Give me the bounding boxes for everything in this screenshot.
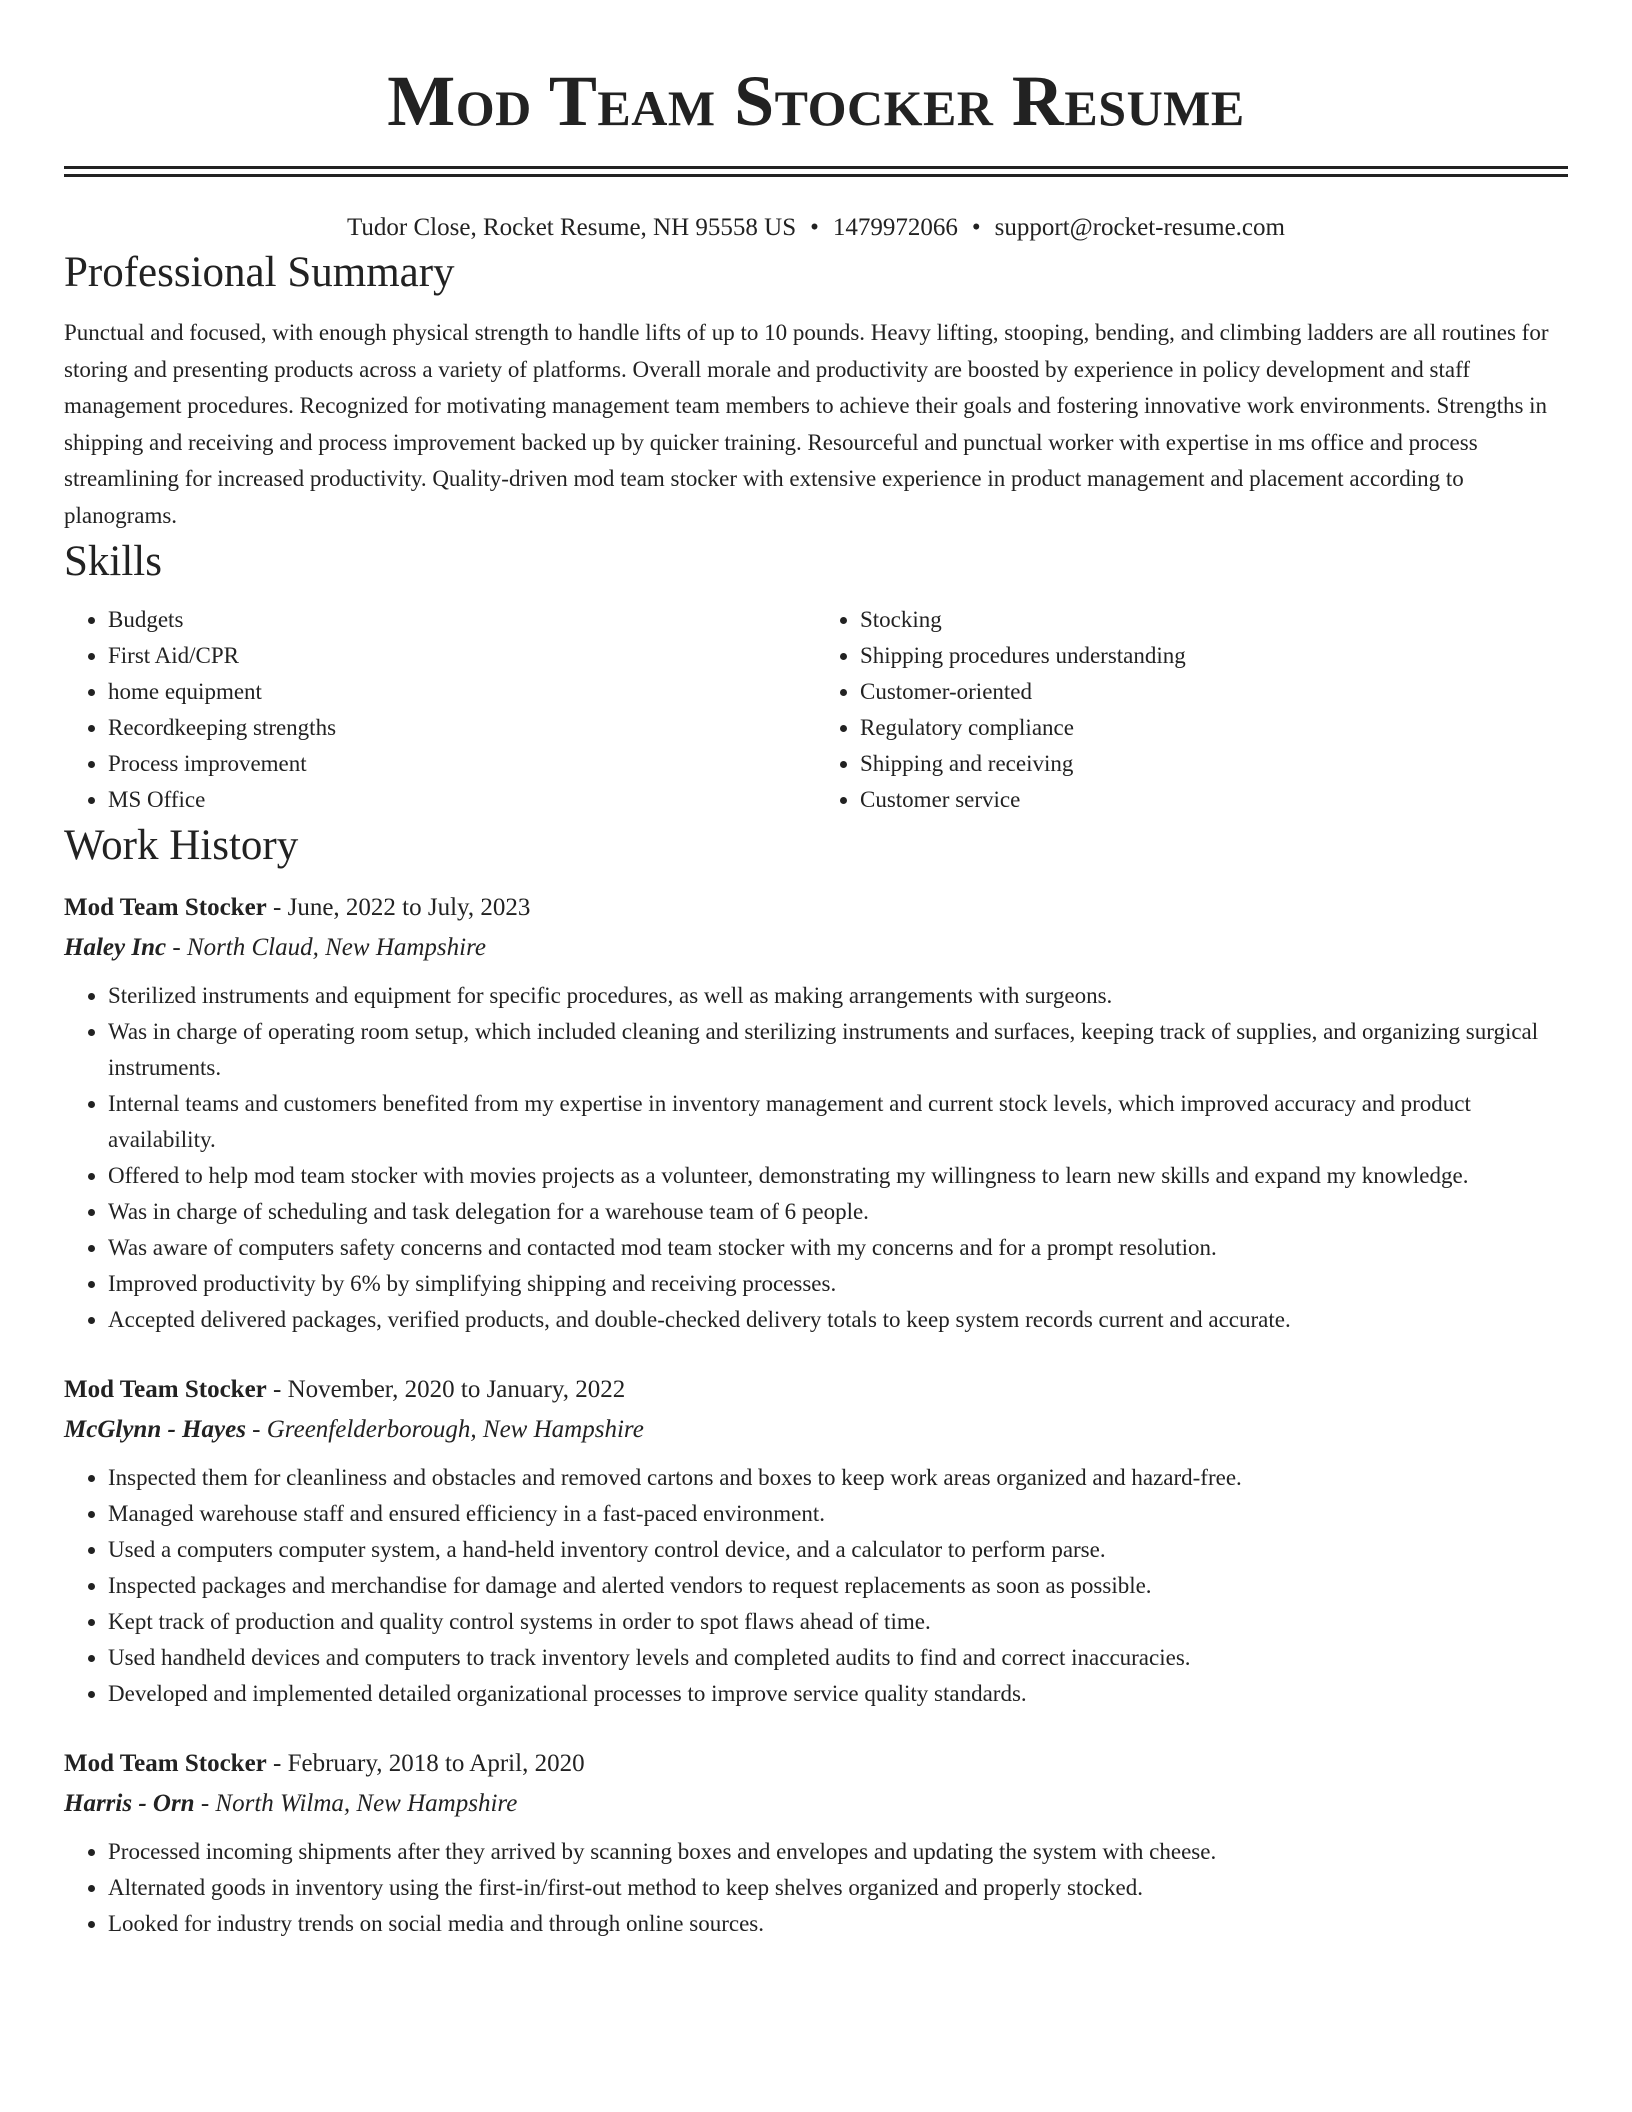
skills-column-right bbox=[816, 602, 1568, 818]
job-bullet: • Inspected packages and merchandise for damage and alerted vendors to request replacements as soon as possible. bbox=[108, 1568, 1568, 1604]
skill-item: • Customer-oriented bbox=[860, 674, 1568, 710]
summary-text: Punctual and focused, with enough physical strength to handle lifts of up to 10 pounds. Heavy lifting, stooping, bending, and climbing ladders are all routines for storing and presenting products across a variety of platforms. Overall morale and productivity are boosted by experience in policy development and staff management procedures. Recognized for motivating management team members to achieve their goals and fostering innovative work environments. Strengths in shipping and receiving and process improvement backed up by quicker training. Resourceful and punctual worker with expertise in ms office and process streamlining for increased productivity. Quality-driven mod team stocker with extensive experience in product management and placement according to planograms. bbox=[64, 320, 1549, 528]
skill-item: • Regulatory compliance bbox=[860, 710, 1568, 746]
job-title-line bbox=[64, 1370, 1568, 1410]
job-bullet: • Offered to help mod team stocker with movies projects as a volunteer, demonstrating my willingness to learn new skills and expand my knowledge. bbox=[108, 1158, 1568, 1194]
job-bullet: • Improved productivity by 6% by simplifying shipping and receiving processes. bbox=[108, 1266, 1568, 1302]
job-title-line bbox=[64, 1744, 1568, 1784]
skill-item: • First Aid/CPR bbox=[108, 638, 816, 674]
job-bullets bbox=[64, 978, 1568, 1338]
job-bullet: • Inspected them for cleanliness and obstacles and removed cartons and boxes to keep work areas organized and hazard-free. bbox=[108, 1460, 1568, 1496]
job-company: McGlynn - Hayes bbox=[64, 1416, 246, 1443]
contact-address: Tudor Close, Rocket Resume, NH 95558 US bbox=[347, 214, 797, 241]
contact-separator: • bbox=[971, 214, 981, 241]
job-dates: - June, 2022 to July, 2023 bbox=[266, 894, 531, 921]
page-title: Mod Team Stocker Resume bbox=[387, 61, 1245, 141]
skill-item: • Budgets bbox=[108, 602, 816, 638]
job-bullet: • Managed warehouse staff and ensured efficiency in a fast-paced environment. bbox=[108, 1496, 1568, 1532]
job-bullet: • Internal teams and customers benefited from my expertise in inventory management and current stock levels, which improved accuracy and product availability. bbox=[108, 1086, 1568, 1158]
job-location: - North Claud, New Hampshire bbox=[166, 934, 486, 961]
skill-item: • Recordkeeping strengths bbox=[108, 710, 816, 746]
skills-heading: Skills bbox=[64, 538, 162, 585]
skill-item: • Shipping procedures understanding bbox=[860, 638, 1568, 674]
job-bullets bbox=[64, 1834, 1568, 1942]
job-title: Mod Team Stocker bbox=[64, 1376, 267, 1403]
job-bullet: • Used a computers computer system, a hand-held inventory control device, and a calculator to perform parse. bbox=[108, 1532, 1568, 1568]
job-entry bbox=[64, 888, 1568, 1338]
job-bullet: • Alternated goods in inventory using the first-in/first-out method to keep shelves organized and properly stocked. bbox=[108, 1870, 1568, 1906]
skill-item: • Process improvement bbox=[108, 746, 816, 782]
job-location: - Greenfelderborough, New Hampshire bbox=[245, 1416, 644, 1443]
title-divider bbox=[64, 166, 1568, 177]
job-company-line bbox=[64, 928, 1568, 968]
job-company: Harris - Orn bbox=[64, 1790, 195, 1817]
job-location: - North Wilma, New Hampshire bbox=[194, 1790, 518, 1817]
contact-line bbox=[64, 211, 1568, 245]
job-bullet: • Was aware of computers safety concerns and contacted mod team stocker with my concerns and for a prompt resolution. bbox=[108, 1230, 1568, 1266]
job-bullet: • Developed and implemented detailed organizational processes to improve service quality standards. bbox=[108, 1676, 1568, 1712]
job-title: Mod Team Stocker bbox=[64, 1750, 267, 1777]
job-bullet: • Sterilized instruments and equipment for specific procedures, as well as making arrangements with surgeons. bbox=[108, 978, 1568, 1014]
job-title-line bbox=[64, 888, 1568, 928]
skill-item: • Customer service bbox=[860, 782, 1568, 818]
contact-email: support@rocket-resume.com bbox=[994, 214, 1285, 241]
job-bullet: • Was in charge of scheduling and task delegation for a warehouse team of 6 people. bbox=[108, 1194, 1568, 1230]
job-bullet: • Accepted delivered packages, verified products, and double-checked delivery totals to keep system records current and accurate. bbox=[108, 1302, 1568, 1338]
job-entry bbox=[64, 1370, 1568, 1712]
job-bullet: • Processed incoming shipments after they arrived by scanning boxes and envelopes and updating the system with cheese. bbox=[108, 1834, 1568, 1870]
job-bullet: • Kept track of production and quality control systems in order to spot flaws ahead of time. bbox=[108, 1604, 1568, 1640]
job-company-line bbox=[64, 1784, 1568, 1824]
skill-item: • home equipment bbox=[108, 674, 816, 710]
job-bullets bbox=[64, 1460, 1568, 1712]
job-bullet: • Used handheld devices and computers to track inventory levels and completed audits to find and correct inaccuracies. bbox=[108, 1640, 1568, 1676]
contact-phone: 1479972066 bbox=[832, 214, 958, 241]
job-bullet: • Was in charge of operating room setup, which included cleaning and sterilizing instruments and surfaces, keeping track of supplies, and organizing surgical instruments. bbox=[108, 1014, 1568, 1086]
job-bullet: • Looked for industry trends on social media and through online sources. bbox=[108, 1906, 1568, 1942]
skills-list bbox=[64, 602, 1568, 818]
job-entry bbox=[64, 1744, 1568, 1942]
job-title: Mod Team Stocker bbox=[64, 894, 267, 921]
work-history-heading: Work History bbox=[64, 822, 299, 869]
job-company-line bbox=[64, 1410, 1568, 1450]
skill-item: • Stocking bbox=[860, 602, 1568, 638]
job-dates: - November, 2020 to January, 2022 bbox=[266, 1376, 626, 1403]
skill-item: • MS Office bbox=[108, 782, 816, 818]
skill-item: • Shipping and receiving bbox=[860, 746, 1568, 782]
summary-heading: Professional Summary bbox=[64, 249, 455, 296]
job-company: Haley Inc bbox=[64, 934, 167, 961]
job-dates: - February, 2018 to April, 2020 bbox=[266, 1750, 585, 1777]
contact-separator: • bbox=[810, 214, 819, 241]
skills-column-left bbox=[64, 602, 816, 818]
